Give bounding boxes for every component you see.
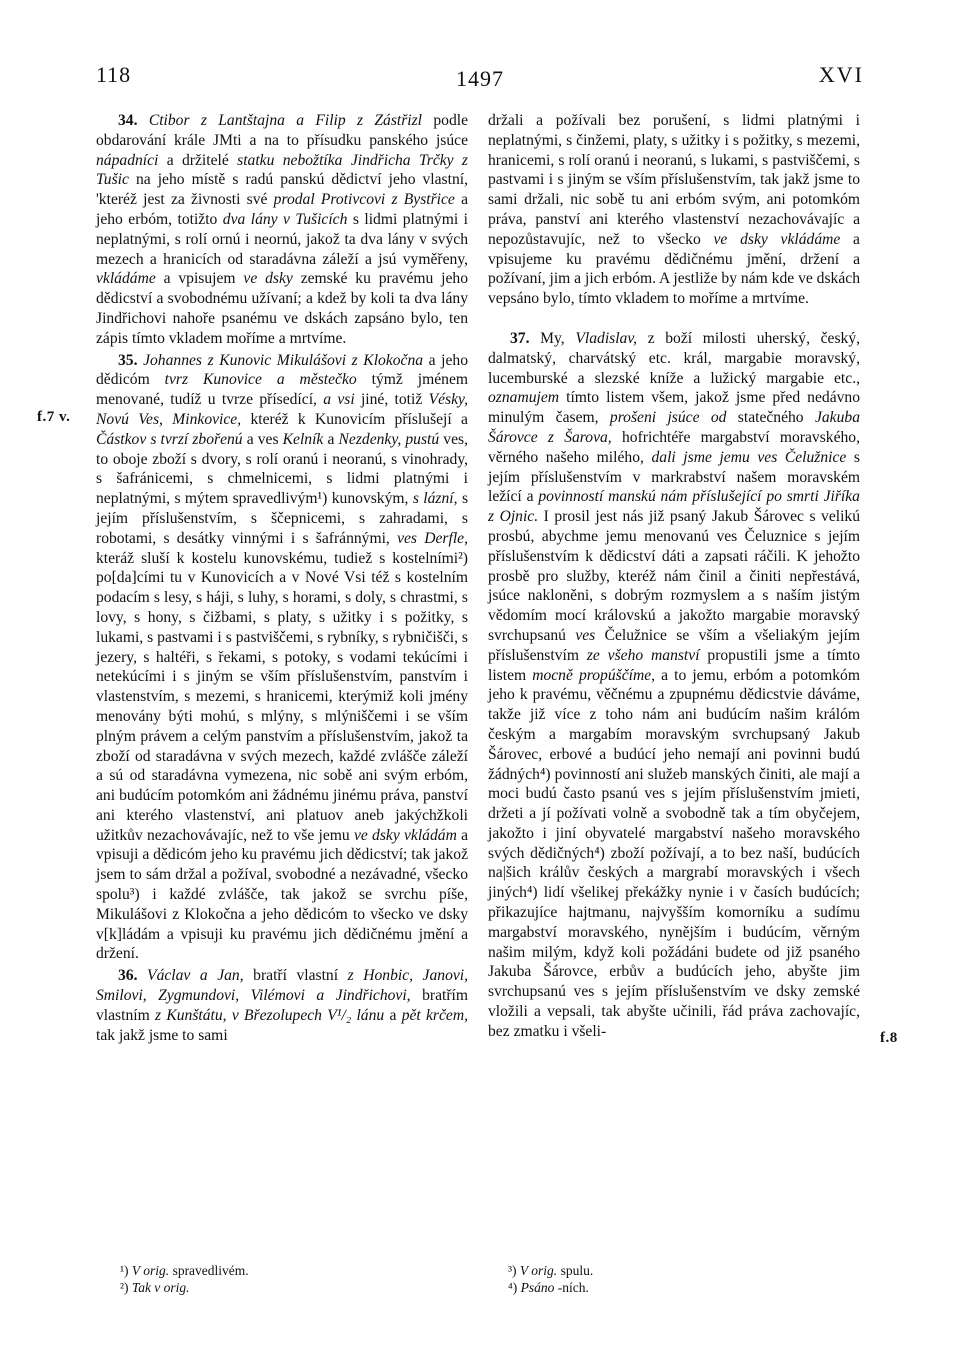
footnote-1: ¹) V orig. spravedlivém. — [120, 1263, 249, 1278]
entry-number: 37. — [510, 329, 530, 347]
entry-36: 36. Václav a Jan, bratří vlastní z Honbic, Janovi, Smilovi, Zygmundovi, Vilémovi a Jindřichovi, bratřím vlastním z Kunštátu, v Březolupech V¹/₂ lánu a pět krčem, tak jakž jsme to sami — [96, 967, 469, 1044]
entry-36-continued: držali a požívali bez porušení, s lidmi platnými i neplatnými, s činžemi, platy, s užitky i s požitky, s mezemi, hranicemi, s rolí oranú i neoranú, s lukami, s pastviščemi, s pastvami i s jiným se vším příslušenstvím, tak jakž jsme to sami držali, nic sobě tu ani erbóm svým, ani potomkóm práva, panství ani kterého vlastenství nezachovávajíc a nepozůstavujíc, než to všecko ve dsky vkládáme a vpisujeme ku pravému dědičnému jmění, držení a požívaní, jim a jich erbóm. A jestliže by nám kde ve dskách vepsáno bylo, tímto vkladem to moříme a mrtvíme. — [488, 112, 860, 308]
page-number: 118 — [96, 62, 132, 87]
running-header — [0, 62, 960, 92]
right-column — [488, 111, 860, 1042]
footnote-2: ²) Tak v orig. — [120, 1280, 190, 1295]
section-number: XVI — [818, 62, 864, 87]
entry-35: 35. Johannes z Kunovic Mikulášovi z Klokočna a jeho dědicóm tvrz Kunovice a městečko týmž jménem menované, tudíž u tvrze přísedící, a vsi jiné, totiž Vésky, Novú Ves, Minkovice, kteréž k Kunovicím příslušejí a Částkov s tvrzí zbořenú a ves Kelník a Nezdenky, pustú ves, to oboje zboží s dvory, s rolí oranú i neoranú, s vinohrady, s šafránicemi, s chmelnicemi, s lidmi platnými i neplatnými, s mýtem spravedlivým¹) kunovským, s lázní, s jejím příslušenstvím, s ščepnicemi, s zahradami, s robotami, s desátky vinnými i s šafránnými, ves Derfle, kteráž sluší k kostelu kunovskému, tudiež s kostelními²) po[da]cími tu v Kunovicích a v Nové Vsi též s kostelním podacím s lesy, s háji, s luhy, s horami, s doly, s chrastmi, s lovy, s hony, s čižbami, s platy, s užitky i s požitky, s lukami, s pastvami i s pastviščemi, s rybníky, s rybničišči, s jezery, s haltéři, s řekami, s potoky, s vodami tekúcími i netekúcími i s jiným se vším příslušenstvím, panstvím i vlastenstvím, s mezemi, s hranicemi, kterýmiž koli jmény menovány býti mohú, s mlýny, s mlýniščemi i se vším plným právem a celým panstvím a příslušenstvím, jakož ta zboží od staradávna v svých mezech, každé zvlášče záleží a sú od staradávna vymezena, nic sobě ani svým erbóm, ani budúcím potomkóm ani žádnému jinému práva, panství ani kterého vlastenství, ani platuov aneb jakýchžkoli užitkův nezachovávajíc, než to vše jemu ve dsky vkládám a vpisuji a dědicóm jeho ku pravému jich dědicství; tak jakož jsem to sám držal a požíval, svobodné a nezávadné, všecko spolu³) i každé zvlášče, tak jakož se svrchu píše, Mikulášovi z Klokočna a jeho dědicóm to všecko ve dsky v[k]ládám a vpisuji ku pravému jich dědičnému jmění a držení. — [96, 351, 469, 963]
folio-note-left: f.7 v. — [37, 409, 71, 425]
footnotes-right — [508, 1262, 593, 1296]
left-column — [96, 111, 468, 1045]
entry-number: 36. — [118, 967, 138, 985]
entry-number: 34. — [118, 112, 138, 129]
footnote-4: ⁴) Psáno -ních. — [508, 1280, 589, 1295]
entry-number: 35. — [118, 351, 138, 369]
year-heading: 1497 — [456, 66, 504, 91]
footnotes-left — [120, 1262, 249, 1296]
entry-34: 34. Ctibor z Lantštajna a Filip z Zástřizl podle obdarování krále JMti a na to přísudku panského jsúce nápadníci a držitelé statku nebožtíka Jindřicha Trčky z Tušic na jeho místě s radú panskú dědictví jeho vlastní, 'kteréž jest za živnosti své prodal Protivcovi z Bystřice a jeho erbóm, totižto dva lány v Tušicích s lidmi platnými i neplatnými, s rolí ornú i neornú, jakož ta dva lány v svých mezech a hranicích od staradávna záleží a jsú vyměřeny, vkládáme a vpisujem ve dsky zemské ku pravému jeho dědicství a svobodnému užívaní; a kdež by koli ta dva lány Jindřichovi nahoře psanému ve dskách zapsáno bylo, ten zápis tímto vkladem moříme a mrtvíme. — [96, 112, 469, 347]
entry-37: 37. My, Vladislav, z boží milosti uherský, český, dalmatský, charvátský etc. král, margabie moravský, lucemburské a slezské kníže a lužický margabie etc., oznamujem tímto listem všem, jakož jsme před nedávno minulým časem, prošeni jsúce od statečného Jakuba Šárovce z Šarova, hofrichtéře margabství moravského, věrného našeho milého, dali jsme jemu ves Čelužnice s jejím příslušenstvím v markrabství našem moravském ležící a povinností manskú nám příslušející po smrti Jiříka z Ojnic. I prosil jest nás již psaný Jakub Šárovec s velikú prosbú, abychme jemu menovanú ves Čeluznice s jejím příslušenstvím k dědicství dáti a zapsati ráčili. K jehožto prosbě pro služby, kteréž nám činil a činiti nepřestává, jsúce nakloněni, s dobrým rozmyslem a s naším jistým vědomím mocí královskú a jakožto margabie moravský svrchupsanú ves Čelužnice se vším a všeliakým jejím příslušenstvím ze všeho manství propustili jsme a tímto listem mocně propúščíme, a to jemu, erbóm a potomkóm jeho k pravému, věčnému a zpupnému dědicstvie dáváme, takže již více z toho nám ani budúcím našim králóm českým a margabím moravským svrchupsaný Jakub Šárovec, erbové a budúcí jeho nemají ani povinni budú žádných⁴) povinností ani služeb manských činiti, ale mají a moci budú často psanú ves s jejím příslušenstvím jmieti, držeti a jí požívati volně a svobodně tak a tím obyčejem, jakožto i jiní obyvatelé margabství našeho moravského svých dědičných⁴) zboží požívají, a to bez naší, budúcích na|šich králův českých a margrabí moravských i všech jiných⁴) lidí všelikej překážky nynie i v časích budúcích; přikazujíce hajtmanu, najvyšším komorníku a sudímu margabství moravského, nynějším i budúcím, věrným našim milým, když koli požádáni budete od již psaného Jakuba Šárovce, erbův a budúcích jeho, abyšte jim svrchupsanú ves s jejím příslušenstvím ve dsky zemské vložili a vepsali, tak abyšte učinili, řád práva zachovajíc, bez zmatku i všeli- — [488, 329, 861, 1040]
footnote-3: ³) V orig. spulu. — [508, 1263, 594, 1278]
folio-note-right: f.8 — [880, 1030, 898, 1046]
